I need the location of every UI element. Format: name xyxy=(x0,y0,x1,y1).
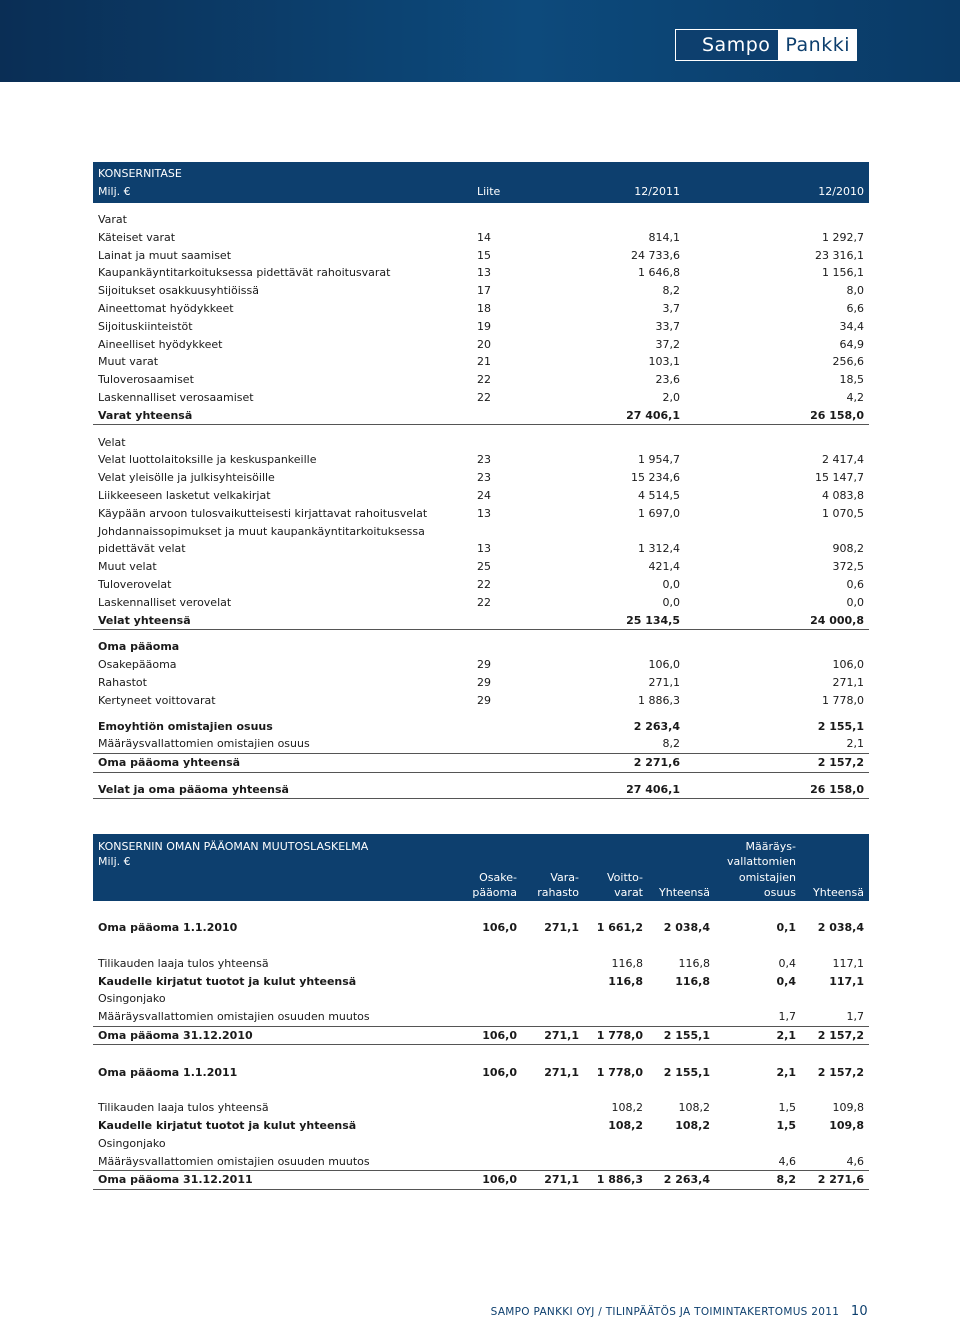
header-reserves-2: rahasto xyxy=(522,884,584,902)
equity-heading: Oma pääoma xyxy=(98,640,180,654)
value-2011: 103,1 xyxy=(648,355,680,369)
value-2011: 421,4 xyxy=(648,560,680,574)
note-ref: 19 xyxy=(477,319,491,333)
value-c2 xyxy=(522,1152,584,1170)
value-2011: 3,7 xyxy=(662,301,680,315)
value-c4 xyxy=(648,1152,715,1170)
value-2011: 1 312,4 xyxy=(638,542,680,556)
value-c3 xyxy=(584,1134,648,1152)
value-c1: 106,0 xyxy=(482,1065,517,1079)
row-label: Velat ja oma pääoma yhteensä xyxy=(93,781,473,799)
liabilities-total-row xyxy=(93,611,869,629)
row-label: Velat luottolaitoksille ja keskuspankeille xyxy=(98,453,317,467)
value-c3: 1 661,2 xyxy=(596,921,643,935)
value-2010: 2 155,1 xyxy=(817,719,864,733)
value-c5: 1,7 xyxy=(715,1008,801,1026)
liabilities-rows xyxy=(93,451,869,522)
liabilities-heading: Velat xyxy=(98,435,126,449)
derivatives-row xyxy=(93,540,869,558)
value-c3: 1 778,0 xyxy=(584,1026,648,1045)
derivatives-label-row xyxy=(93,522,869,540)
value-2011: 0,0 xyxy=(662,577,680,591)
value-c4 xyxy=(648,1134,715,1152)
table-row xyxy=(93,389,869,407)
value-2011: 8,2 xyxy=(573,735,685,753)
value-2011: 4 514,5 xyxy=(638,488,680,502)
value-2010: 256,6 xyxy=(832,355,864,369)
table-row xyxy=(93,919,869,937)
value-2010: 23 316,1 xyxy=(815,248,864,262)
header-minority-3: omistajien xyxy=(715,868,801,884)
row-label: Velat yhteensä xyxy=(93,611,473,629)
table-row xyxy=(93,1099,869,1117)
value-c4: 116,8 xyxy=(678,956,710,970)
value-c4: 108,2 xyxy=(678,1101,710,1115)
value-2010: 1 778,0 xyxy=(822,693,864,707)
value-2010: 24 000,8 xyxy=(685,611,869,629)
value-2011: 2 263,4 xyxy=(633,719,680,733)
value-2010: 4,2 xyxy=(846,390,864,404)
equity-header-row-1 xyxy=(93,834,869,853)
note-ref: 25 xyxy=(477,560,491,574)
table-row xyxy=(93,674,869,692)
value-2010: 2,1 xyxy=(685,735,869,753)
value-2011: 25 134,5 xyxy=(573,611,685,629)
value-c3: 1 886,3 xyxy=(584,1170,648,1189)
balance-sheet-table xyxy=(93,162,869,799)
table-row xyxy=(93,1117,869,1135)
value-2011: 8,2 xyxy=(662,284,680,298)
value-c3: 1 778,0 xyxy=(596,1065,643,1079)
balance-column-header-row xyxy=(93,183,869,203)
value-c3: 108,2 xyxy=(608,1118,643,1132)
row-label: Määräysvallattomien omistajien osuuden muutos xyxy=(93,1152,463,1170)
table-row xyxy=(93,282,869,300)
equity-total-row xyxy=(93,753,869,772)
value-2011: 1 954,7 xyxy=(638,453,680,467)
table-row xyxy=(93,972,869,990)
unit-label: Milj. € xyxy=(93,183,473,203)
liabilities-rows-2 xyxy=(93,558,869,611)
value-2010: 1 156,1 xyxy=(822,266,864,280)
value-c5: 0,1 xyxy=(776,921,796,935)
value-2011: 15 234,6 xyxy=(631,471,680,485)
table-row xyxy=(93,264,869,282)
value-2010: 15 147,7 xyxy=(815,471,864,485)
table-row xyxy=(93,1008,869,1026)
row-label: Oma pääoma yhteensä xyxy=(93,753,473,772)
unit-label: Milj. € xyxy=(93,853,463,869)
value-c1 xyxy=(463,1134,522,1152)
row-label: Kaudelle kirjatut tuotot ja kulut yhteensä xyxy=(98,1118,357,1132)
note-ref: 13 xyxy=(477,506,491,520)
table-row xyxy=(93,353,869,371)
value-c1 xyxy=(463,1152,522,1170)
note-ref: 22 xyxy=(477,390,491,404)
value-c6: 117,1 xyxy=(829,974,864,988)
note-ref: 20 xyxy=(477,337,491,351)
table-row xyxy=(93,1134,869,1152)
equity-rows xyxy=(93,656,869,709)
value-c1: 106,0 xyxy=(463,1026,522,1045)
value-2010: 64,9 xyxy=(839,337,864,351)
value-c6: 109,8 xyxy=(832,1101,864,1115)
row-label: Käteiset varat xyxy=(98,230,176,244)
row-label: Tilikauden laaja tulos yhteensä xyxy=(98,1101,269,1115)
table-row xyxy=(93,300,869,318)
value-c1 xyxy=(463,1117,522,1135)
value-2011: 271,1 xyxy=(648,675,680,689)
value-c3: 108,2 xyxy=(611,1101,643,1115)
value-2011: 106,0 xyxy=(648,658,680,672)
value-c6 xyxy=(801,990,869,1008)
note-ref: 22 xyxy=(477,577,491,591)
value-c6: 4,6 xyxy=(801,1152,869,1170)
header-minority-2: vallattomien xyxy=(715,853,801,869)
note-ref: 23 xyxy=(477,471,491,485)
header-total: Yhteensä xyxy=(801,884,869,902)
row-label: Aineelliset hyödykkeet xyxy=(98,337,223,351)
liabilities-heading-row xyxy=(93,425,869,451)
value-c3 xyxy=(584,1152,648,1170)
header-banner xyxy=(0,0,960,82)
value-c2 xyxy=(522,972,584,990)
value-c5: 0,4 xyxy=(776,974,796,988)
value-2011: 33,7 xyxy=(655,319,680,333)
row-label: Oma pääoma 31.12.2011 xyxy=(93,1170,463,1189)
value-c2: 271,1 xyxy=(522,1026,584,1045)
value-c6: 109,8 xyxy=(829,1118,864,1132)
table-row xyxy=(93,335,869,353)
row-label: Oma pääoma 1.1.2011 xyxy=(98,1065,238,1079)
value-c4: 2 155,1 xyxy=(663,1065,710,1079)
equity-header-row-4 xyxy=(93,884,869,902)
row-label: Kertyneet voittovarat xyxy=(98,693,216,707)
note-ref: 29 xyxy=(477,675,491,689)
value-c2: 271,1 xyxy=(544,1065,579,1079)
header-retained-2: varat xyxy=(584,884,648,902)
equity-header-row-3 xyxy=(93,868,869,884)
value-2010: 271,1 xyxy=(832,675,864,689)
note-ref: 29 xyxy=(477,693,491,707)
value-c4: 2 155,1 xyxy=(648,1026,715,1045)
row-label: Määräysvallattomien omistajien osuus xyxy=(93,735,473,753)
value-2010: 26 158,0 xyxy=(685,781,869,799)
row-label: Aineettomat hyödykkeet xyxy=(98,301,234,315)
row-label: Käypään arvoon tulosvaikutteisesti kirjattavat rahoitusvelat xyxy=(98,506,428,520)
value-c3: 116,8 xyxy=(608,974,643,988)
equity-statement-table xyxy=(93,834,869,1190)
value-c5 xyxy=(715,990,801,1008)
logo-part-sampo: Sampo xyxy=(676,30,779,60)
row-label: Liikkeeseen lasketut velkakirjat xyxy=(98,488,271,502)
header-subtotal: Yhteensä xyxy=(648,884,715,902)
row-label: Osingonjako xyxy=(98,1136,166,1150)
note-ref: 21 xyxy=(477,355,491,369)
row-label: Sijoitukset osakkuusyhtiöissä xyxy=(98,284,259,298)
value-2011: 2,0 xyxy=(662,390,680,404)
table-row xyxy=(93,656,869,674)
value-c4: 116,8 xyxy=(675,974,710,988)
minority-row xyxy=(93,735,869,753)
value-c4: 108,2 xyxy=(675,1118,710,1132)
header-retained-1: Voitto- xyxy=(584,868,648,884)
note-ref: 24 xyxy=(477,488,491,502)
assets-total-row xyxy=(93,406,869,424)
value-c6: 117,1 xyxy=(832,956,864,970)
value-2010: 4 083,8 xyxy=(822,488,864,502)
balance-title-row xyxy=(93,162,869,183)
value-c2: 271,1 xyxy=(522,1170,584,1189)
note-ref: 13 xyxy=(477,266,491,280)
value-c3: 116,8 xyxy=(611,956,643,970)
value-2011: 37,2 xyxy=(655,337,680,351)
row-label: Kaupankäyntitarkoituksessa pidettävät rahoitusvarat xyxy=(98,266,391,280)
value-c2 xyxy=(522,990,584,1008)
value-c6: 2 157,2 xyxy=(817,1065,864,1079)
row-label: Johdannaissopimukset ja muut kaupankäyntitarkoituksessa xyxy=(98,524,425,538)
value-2011: 1 886,3 xyxy=(638,693,680,707)
value-c6: 2 271,6 xyxy=(801,1170,869,1189)
table-row xyxy=(93,576,869,594)
value-c6 xyxy=(801,1134,869,1152)
value-2011: 814,1 xyxy=(648,230,680,244)
table-row xyxy=(93,1170,869,1189)
note-ref: 15 xyxy=(477,248,491,262)
row-label: Oma pääoma 31.12.2010 xyxy=(93,1026,463,1045)
row-label: Muut velat xyxy=(98,560,157,574)
value-c6: 2 038,4 xyxy=(817,921,864,935)
value-2010: 2 417,4 xyxy=(822,453,864,467)
balance-title: KONSERNITASE xyxy=(93,162,869,183)
value-c4 xyxy=(648,1008,715,1026)
row-label: Tilikauden laaja tulos yhteensä xyxy=(98,956,269,970)
table-row xyxy=(93,504,869,522)
column-header-2011: 12/2011 xyxy=(573,183,685,203)
value-c2 xyxy=(522,1099,584,1117)
page-footer xyxy=(491,1304,868,1319)
row-label: Velat yleisölle ja julkisyhteisöille xyxy=(98,471,275,485)
value-2010: 26 158,0 xyxy=(685,406,869,424)
value-2010: 34,4 xyxy=(839,319,864,333)
table-row xyxy=(93,1026,869,1045)
value-c2 xyxy=(522,1008,584,1026)
assets-heading-row xyxy=(93,203,869,229)
value-2011: 1 697,0 xyxy=(638,506,680,520)
value-2011: 27 406,1 xyxy=(573,406,685,424)
row-label: Laskennalliset verosaamiset xyxy=(98,390,254,404)
row-label: Sijoituskiinteistöt xyxy=(98,319,193,333)
row-label: Muut varat xyxy=(98,355,159,369)
row-label: Lainat ja muut saamiset xyxy=(98,248,232,262)
note-ref: 13 xyxy=(477,542,491,556)
logo-part-pankki: Pankki xyxy=(779,30,856,60)
footer-text: SAMPO PANKKI OYJ / TILINPÄÄTÖS JA TOIMINTAKERTOMUS 2011 xyxy=(490,1306,840,1318)
equity-statement-title: KONSERNIN OMAN PÄÄOMAN MUUTOSLASKELMA xyxy=(93,834,463,853)
note-ref: 14 xyxy=(477,230,491,244)
row-label: Oma pääoma 1.1.2010 xyxy=(98,921,238,935)
table-row xyxy=(93,1152,869,1170)
header-minority-4: osuus xyxy=(715,884,801,902)
table-row xyxy=(93,317,869,335)
value-c3 xyxy=(584,990,648,1008)
note-ref: 23 xyxy=(477,453,491,467)
row-label: Osingonjako xyxy=(98,992,166,1006)
header-minority-1: Määräys- xyxy=(715,834,801,853)
value-c5: 0,4 xyxy=(778,956,796,970)
value-2010: 0,0 xyxy=(846,595,864,609)
value-2010: 908,2 xyxy=(832,542,864,556)
header-share-capital-2: pääoma xyxy=(463,884,522,902)
sampo-pankki-logo xyxy=(675,29,857,61)
table-row xyxy=(93,487,869,505)
page-number: 10 xyxy=(850,1304,868,1319)
table-row xyxy=(93,990,869,1008)
value-2010: 2 157,2 xyxy=(685,753,869,772)
row-label: Rahastot xyxy=(98,675,147,689)
table-row xyxy=(93,228,869,246)
value-c3 xyxy=(584,1008,648,1026)
value-c2 xyxy=(522,1117,584,1135)
header-reserves-1: Vara- xyxy=(522,868,584,884)
value-2010: 372,5 xyxy=(832,560,864,574)
value-c2 xyxy=(522,1134,584,1152)
value-2011: 2 271,6 xyxy=(573,753,685,772)
value-2011: 23,6 xyxy=(655,373,680,387)
value-c1 xyxy=(463,972,522,990)
note-ref: 22 xyxy=(477,595,491,609)
value-c5: 2,1 xyxy=(715,1026,801,1045)
value-2010: 8,0 xyxy=(846,284,864,298)
row-label: Tuloverovelat xyxy=(98,577,172,591)
value-2011: 27 406,1 xyxy=(573,781,685,799)
value-2010: 1 070,5 xyxy=(822,506,864,520)
table-row xyxy=(93,954,869,972)
row-label: Määräysvallattomien omistajien osuuden muutos xyxy=(93,1008,463,1026)
table-row xyxy=(93,246,869,264)
value-2011: 24 733,6 xyxy=(631,248,680,262)
table-row xyxy=(93,593,869,611)
value-c4 xyxy=(648,990,715,1008)
row-label: Tuloverosaamiset xyxy=(98,373,194,387)
table-row xyxy=(93,691,869,709)
value-2010: 1 292,7 xyxy=(822,230,864,244)
note-ref: 22 xyxy=(477,373,491,387)
value-c5: 2,1 xyxy=(776,1065,796,1079)
parent-share-row xyxy=(93,717,869,735)
value-c6: 2 157,2 xyxy=(801,1026,869,1045)
header-share-capital-1: Osake- xyxy=(463,868,522,884)
row-label: Kaudelle kirjatut tuotot ja kulut yhteensä xyxy=(98,974,357,988)
value-c2 xyxy=(522,954,584,972)
row-label: Laskennalliset verovelat xyxy=(98,595,232,609)
equity-heading-row xyxy=(93,629,869,655)
assets-heading: Varat xyxy=(98,212,127,226)
row-label: Osakepääoma xyxy=(98,658,177,672)
table-row xyxy=(93,1063,869,1081)
value-c5: 4,6 xyxy=(715,1152,801,1170)
value-c5: 8,2 xyxy=(715,1170,801,1189)
value-c1 xyxy=(463,1099,522,1117)
value-c4: 2 263,4 xyxy=(648,1170,715,1189)
row-label: Varat yhteensä xyxy=(93,406,473,424)
value-c1 xyxy=(463,990,522,1008)
column-header-2010: 12/2010 xyxy=(685,183,869,203)
value-2010: 18,5 xyxy=(839,373,864,387)
table-row xyxy=(93,558,869,576)
row-label: pidettävät velat xyxy=(98,542,186,556)
value-c5 xyxy=(715,1134,801,1152)
value-2010: 106,0 xyxy=(832,658,864,672)
value-c1 xyxy=(463,1008,522,1026)
value-c4: 2 038,4 xyxy=(663,921,710,935)
value-c5: 1,5 xyxy=(776,1118,796,1132)
value-2011: 0,0 xyxy=(662,595,680,609)
note-ref: 17 xyxy=(477,284,491,298)
value-2010: 6,6 xyxy=(846,301,864,315)
value-c2: 271,1 xyxy=(544,921,579,935)
equity-statement-rows xyxy=(93,901,869,1189)
value-c5: 1,5 xyxy=(778,1101,796,1115)
row-label: Emoyhtiön omistajien osuus xyxy=(98,719,273,733)
note-ref: 29 xyxy=(477,658,491,672)
note-column-header: Liite xyxy=(473,183,573,203)
assets-rows xyxy=(93,228,869,406)
grand-total-row xyxy=(93,781,869,799)
value-c6: 1,7 xyxy=(801,1008,869,1026)
value-c1: 106,0 xyxy=(463,1170,522,1189)
value-2011: 1 646,8 xyxy=(638,266,680,280)
value-2010: 0,6 xyxy=(846,577,864,591)
value-c1: 106,0 xyxy=(482,921,517,935)
table-row xyxy=(93,469,869,487)
equity-header-row-2 xyxy=(93,853,869,869)
table-row xyxy=(93,451,869,469)
value-c1 xyxy=(463,954,522,972)
note-ref: 18 xyxy=(477,301,491,315)
table-row xyxy=(93,371,869,389)
